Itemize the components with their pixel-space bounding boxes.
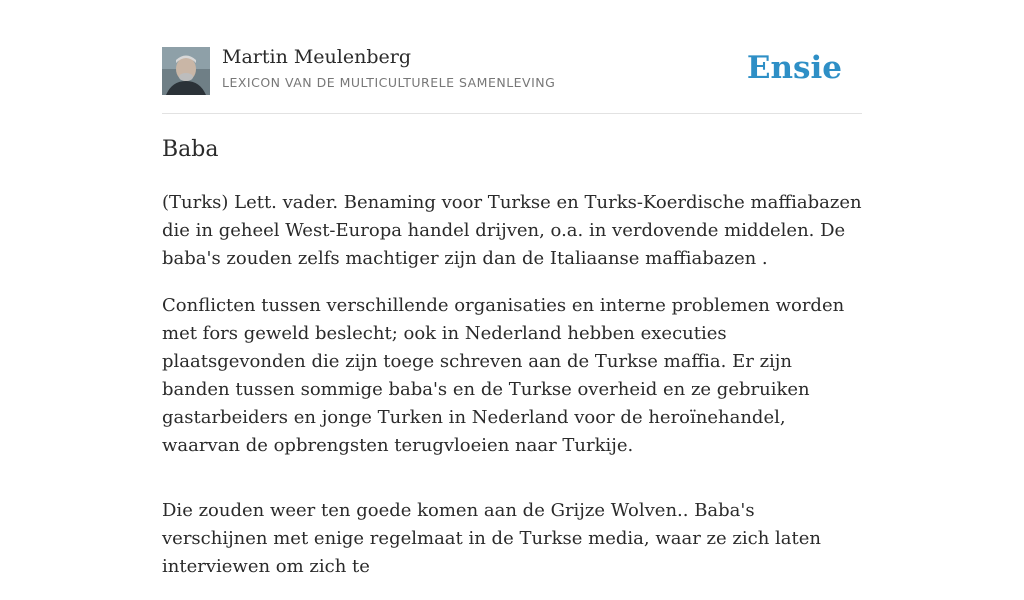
entry-header (162, 0, 862, 114)
entry-body (162, 189, 862, 600)
entry-title: Baba (162, 137, 219, 162)
entry-container (162, 0, 862, 577)
entry-paragraph: Die zouden weer ten goede komen aan de Grijze Wolven.. Baba's verschijnen met enige regelmaat in de Turkse media, waar ze zich laten interviewen om zich te (162, 500, 822, 577)
author-avatar[interactable] (162, 47, 210, 95)
author-name[interactable]: Martin Meulenberg (222, 46, 411, 68)
author-photo-icon (162, 47, 210, 95)
entry-paragraph: (Turks) Lett. vader. Benaming voor Turkse en Turks-Koerdische maffiabazen die in geheel West-Europa handel drijven, o.a. in verdovende middelen. De baba's zouden zelfs machtiger zijn dan de Italiaanse maffiabazen . (162, 192, 862, 269)
lexicon-name[interactable]: LEXICON VAN DE MULTICULTURELE SAMENLEVING (222, 75, 556, 90)
entry-paragraph: Conflicten tussen verschillende organisaties en interne problemen worden met fors geweld beslecht; ook in Nederland hebben executies plaatsgevonden die zijn toege schreven aan de Turkse maffia. Er zijn banden tussen sommige baba's en de Turkse overheid en ze gebruiken gastarbeiders en jonge Turken in Nederland voor de heroïnehandel, waarvan de opbrengsten terugvloeien naar Turkije. (162, 295, 845, 456)
ensie-logo[interactable]: Ensie (746, 50, 842, 86)
